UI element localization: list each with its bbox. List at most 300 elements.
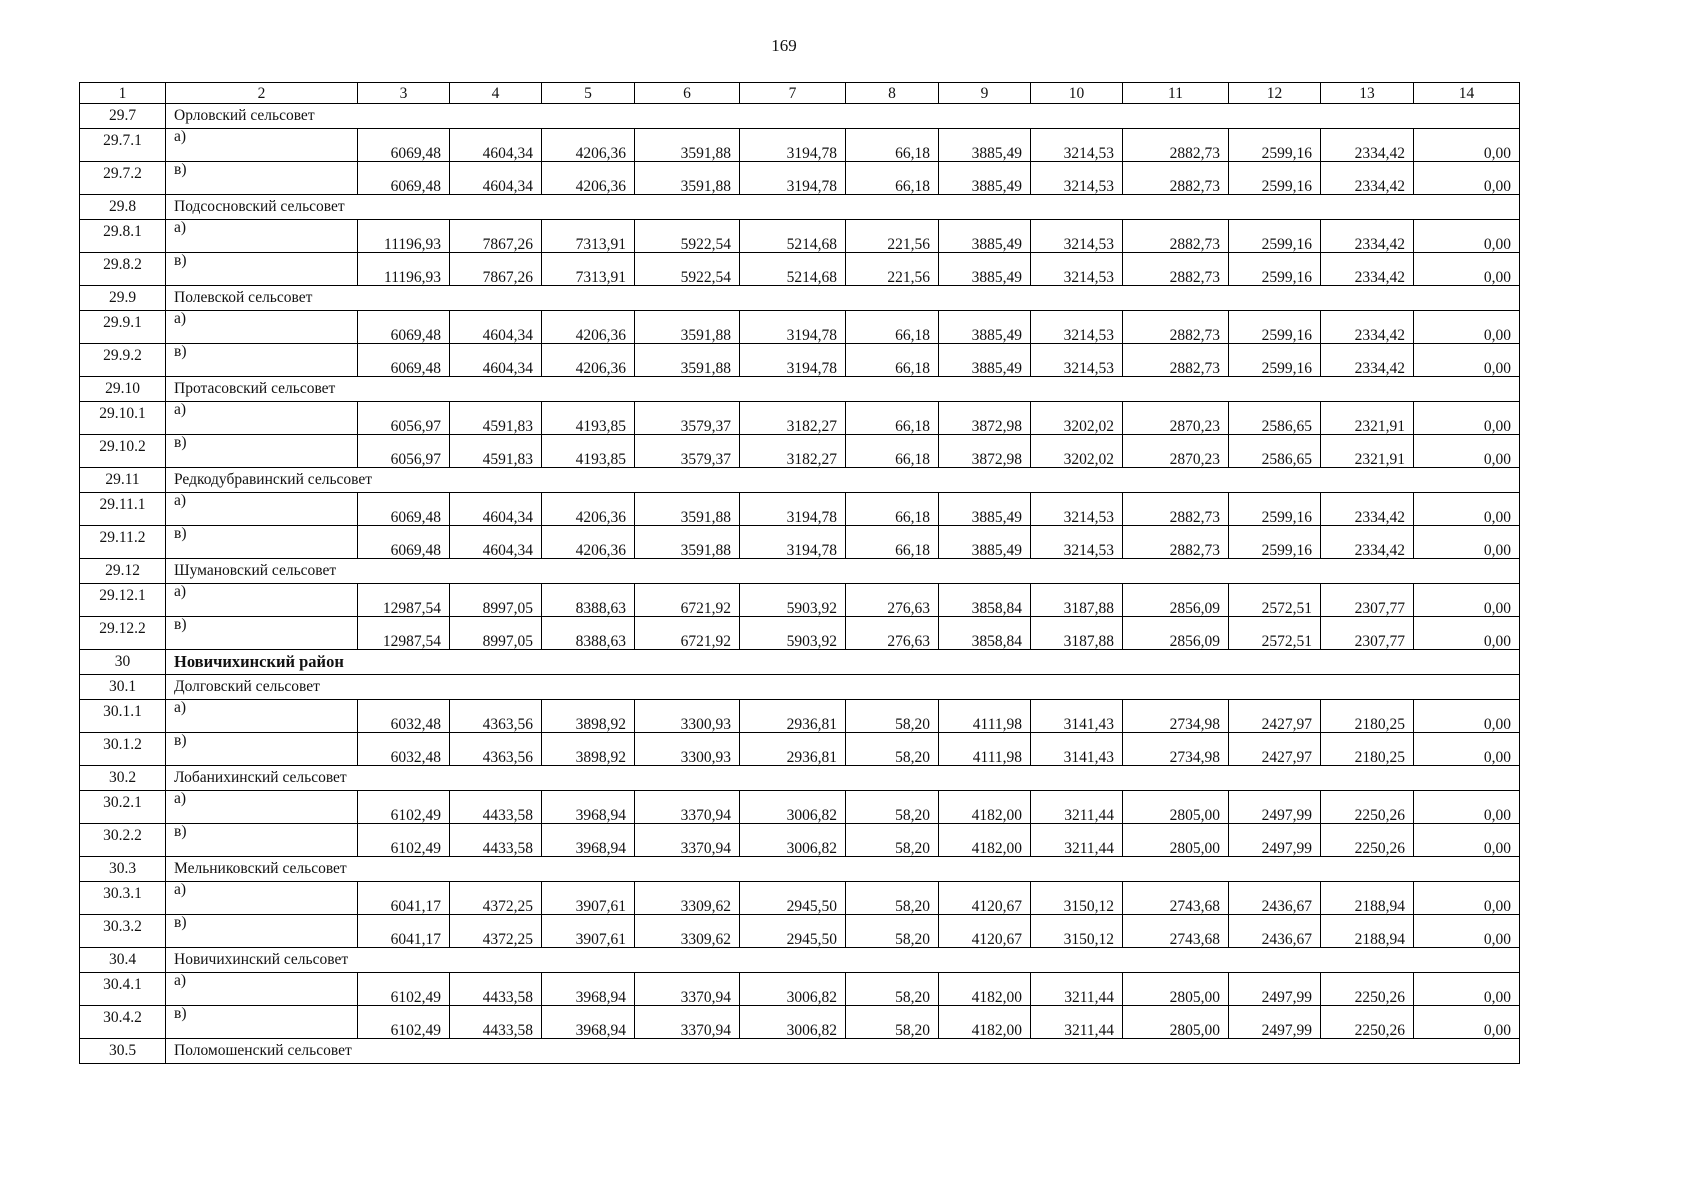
value-cell: 2497,99	[1229, 791, 1321, 824]
column-number: 3	[358, 83, 450, 104]
value-cell: 3968,94	[542, 1006, 635, 1039]
value-cell: 4111,98	[939, 700, 1031, 733]
value-cell: 2856,09	[1123, 584, 1229, 617]
value-cell: 0,00	[1414, 493, 1520, 526]
value-cell: 2882,73	[1123, 253, 1229, 286]
value-cell: 4604,34	[450, 344, 542, 377]
row-code: 29.9.1	[80, 311, 166, 344]
row-code: 29.7	[80, 104, 166, 129]
value-cell: 3006,82	[740, 1006, 846, 1039]
value-cell: 2882,73	[1123, 129, 1229, 162]
value-cell: 3885,49	[939, 344, 1031, 377]
value-cell: 5903,92	[740, 584, 846, 617]
value-cell: 0,00	[1414, 617, 1520, 650]
value-cell: 3202,02	[1031, 402, 1123, 435]
value-cell: 6069,48	[358, 129, 450, 162]
row-label: в)	[166, 733, 358, 766]
value-cell: 4206,36	[542, 129, 635, 162]
value-cell: 3182,27	[740, 435, 846, 468]
table-row	[80, 973, 1520, 1006]
value-cell: 2805,00	[1123, 973, 1229, 1006]
council-row	[80, 857, 1520, 882]
value-cell: 2334,42	[1321, 526, 1414, 559]
district-name: Новичихинский район	[166, 650, 1520, 675]
value-cell: 276,63	[846, 584, 939, 617]
table-row	[80, 1006, 1520, 1039]
table-row	[80, 882, 1520, 915]
value-cell: 8997,05	[450, 584, 542, 617]
value-cell: 3591,88	[635, 344, 740, 377]
column-number: 12	[1229, 83, 1321, 104]
value-cell: 2188,94	[1321, 882, 1414, 915]
value-cell: 12987,54	[358, 617, 450, 650]
value-cell: 3211,44	[1031, 973, 1123, 1006]
value-cell: 3300,93	[635, 733, 740, 766]
value-cell: 4206,36	[542, 493, 635, 526]
row-code: 30.3	[80, 857, 166, 882]
value-cell: 4120,67	[939, 882, 1031, 915]
value-cell: 3214,53	[1031, 253, 1123, 286]
council-name: Долговский сельсовет	[166, 675, 1520, 700]
table-row	[80, 824, 1520, 857]
value-cell: 66,18	[846, 311, 939, 344]
value-cell: 3150,12	[1031, 882, 1123, 915]
value-cell: 2334,42	[1321, 344, 1414, 377]
value-cell: 3858,84	[939, 584, 1031, 617]
value-cell: 6056,97	[358, 435, 450, 468]
column-number: 2	[166, 83, 358, 104]
row-label: а)	[166, 402, 358, 435]
row-code: 29.10	[80, 377, 166, 402]
row-label: а)	[166, 220, 358, 253]
table-row	[80, 344, 1520, 377]
row-code: 29.12.2	[80, 617, 166, 650]
value-cell: 5903,92	[740, 617, 846, 650]
value-cell: 6069,48	[358, 493, 450, 526]
row-label: а)	[166, 882, 358, 915]
value-cell: 3885,49	[939, 129, 1031, 162]
value-cell: 2882,73	[1123, 493, 1229, 526]
value-cell: 11196,93	[358, 220, 450, 253]
value-cell: 2586,65	[1229, 402, 1321, 435]
value-cell: 2882,73	[1123, 344, 1229, 377]
column-number: 6	[635, 83, 740, 104]
row-label: в)	[166, 915, 358, 948]
value-cell: 4182,00	[939, 1006, 1031, 1039]
row-code: 29.11	[80, 468, 166, 493]
value-cell: 0,00	[1414, 311, 1520, 344]
table-row	[80, 162, 1520, 195]
value-cell: 3194,78	[740, 526, 846, 559]
row-code: 30.4.1	[80, 973, 166, 1006]
value-cell: 11196,93	[358, 253, 450, 286]
council-row	[80, 559, 1520, 584]
district-row	[80, 650, 1520, 675]
table-row	[80, 220, 1520, 253]
row-code: 30.4.2	[80, 1006, 166, 1039]
value-cell: 4182,00	[939, 973, 1031, 1006]
value-cell: 0,00	[1414, 220, 1520, 253]
row-code: 30.1.2	[80, 733, 166, 766]
value-cell: 3300,93	[635, 700, 740, 733]
value-cell: 4604,34	[450, 493, 542, 526]
value-cell: 3214,53	[1031, 311, 1123, 344]
council-row	[80, 377, 1520, 402]
council-name: Протасовский сельсовет	[166, 377, 1520, 402]
value-cell: 2334,42	[1321, 220, 1414, 253]
value-cell: 2936,81	[740, 700, 846, 733]
table-row	[80, 311, 1520, 344]
value-cell: 7313,91	[542, 253, 635, 286]
value-cell: 7867,26	[450, 220, 542, 253]
value-cell: 3194,78	[740, 129, 846, 162]
value-cell: 3214,53	[1031, 162, 1123, 195]
value-cell: 3370,94	[635, 1006, 740, 1039]
value-cell: 2805,00	[1123, 791, 1229, 824]
row-label: а)	[166, 973, 358, 1006]
value-cell: 2599,16	[1229, 253, 1321, 286]
value-cell: 66,18	[846, 162, 939, 195]
value-cell: 3591,88	[635, 493, 740, 526]
row-code: 29.8.2	[80, 253, 166, 286]
value-cell: 8997,05	[450, 617, 542, 650]
value-cell: 6721,92	[635, 617, 740, 650]
row-code: 29.11.1	[80, 493, 166, 526]
value-cell: 2599,16	[1229, 129, 1321, 162]
value-cell: 58,20	[846, 1006, 939, 1039]
value-cell: 3150,12	[1031, 915, 1123, 948]
value-cell: 66,18	[846, 435, 939, 468]
value-cell: 6056,97	[358, 402, 450, 435]
value-cell: 0,00	[1414, 700, 1520, 733]
row-code: 30.5	[80, 1039, 166, 1064]
value-cell: 4604,34	[450, 162, 542, 195]
value-cell: 2599,16	[1229, 493, 1321, 526]
value-cell: 3214,53	[1031, 129, 1123, 162]
value-cell: 7867,26	[450, 253, 542, 286]
column-number: 8	[846, 83, 939, 104]
column-number: 10	[1031, 83, 1123, 104]
value-cell: 2321,91	[1321, 435, 1414, 468]
value-cell: 3907,61	[542, 915, 635, 948]
council-row	[80, 286, 1520, 311]
value-cell: 6032,48	[358, 700, 450, 733]
value-cell: 58,20	[846, 882, 939, 915]
value-cell: 2734,98	[1123, 700, 1229, 733]
value-cell: 3202,02	[1031, 435, 1123, 468]
value-cell: 2188,94	[1321, 915, 1414, 948]
table-row	[80, 733, 1520, 766]
column-number: 9	[939, 83, 1031, 104]
value-cell: 0,00	[1414, 915, 1520, 948]
value-cell: 2334,42	[1321, 162, 1414, 195]
value-cell: 66,18	[846, 402, 939, 435]
value-cell: 2334,42	[1321, 311, 1414, 344]
row-label: а)	[166, 311, 358, 344]
row-code: 30.3.2	[80, 915, 166, 948]
table-row	[80, 253, 1520, 286]
column-number: 14	[1414, 83, 1520, 104]
value-cell: 4591,83	[450, 402, 542, 435]
row-code: 30.1	[80, 675, 166, 700]
table-row	[80, 526, 1520, 559]
value-cell: 3211,44	[1031, 824, 1123, 857]
value-cell: 4363,56	[450, 700, 542, 733]
value-cell: 2870,23	[1123, 402, 1229, 435]
council-row	[80, 675, 1520, 700]
value-cell: 3898,92	[542, 700, 635, 733]
value-cell: 6102,49	[358, 824, 450, 857]
value-cell: 3214,53	[1031, 220, 1123, 253]
column-number: 7	[740, 83, 846, 104]
row-code: 29.7.1	[80, 129, 166, 162]
table-row	[80, 584, 1520, 617]
value-cell: 2805,00	[1123, 1006, 1229, 1039]
value-cell: 2599,16	[1229, 526, 1321, 559]
value-cell: 2250,26	[1321, 791, 1414, 824]
value-cell: 12987,54	[358, 584, 450, 617]
council-name: Новичихинский сельсовет	[166, 948, 1520, 973]
council-name: Редкодубравинский сельсовет	[166, 468, 1520, 493]
value-cell: 2734,98	[1123, 733, 1229, 766]
value-cell: 2599,16	[1229, 162, 1321, 195]
value-cell: 58,20	[846, 791, 939, 824]
value-cell: 0,00	[1414, 791, 1520, 824]
council-row	[80, 1039, 1520, 1064]
value-cell: 3187,88	[1031, 584, 1123, 617]
value-cell: 2743,68	[1123, 915, 1229, 948]
row-label: а)	[166, 493, 358, 526]
row-label: в)	[166, 1006, 358, 1039]
value-cell: 2321,91	[1321, 402, 1414, 435]
value-cell: 2427,97	[1229, 700, 1321, 733]
value-cell: 2936,81	[740, 733, 846, 766]
row-code: 30.4	[80, 948, 166, 973]
value-cell: 3885,49	[939, 220, 1031, 253]
value-cell: 4433,58	[450, 791, 542, 824]
value-cell: 3214,53	[1031, 526, 1123, 559]
value-cell: 2436,67	[1229, 915, 1321, 948]
value-cell: 3872,98	[939, 402, 1031, 435]
value-cell: 2882,73	[1123, 162, 1229, 195]
value-cell: 0,00	[1414, 402, 1520, 435]
value-cell: 3898,92	[542, 733, 635, 766]
row-label: а)	[166, 700, 358, 733]
table-row	[80, 402, 1520, 435]
value-cell: 4433,58	[450, 1006, 542, 1039]
value-cell: 3370,94	[635, 824, 740, 857]
value-cell: 4206,36	[542, 311, 635, 344]
value-cell: 6069,48	[358, 344, 450, 377]
value-cell: 3907,61	[542, 882, 635, 915]
table-row	[80, 435, 1520, 468]
value-cell: 0,00	[1414, 584, 1520, 617]
value-cell: 2572,51	[1229, 584, 1321, 617]
column-number: 4	[450, 83, 542, 104]
value-cell: 66,18	[846, 344, 939, 377]
council-row	[80, 766, 1520, 791]
table-row	[80, 915, 1520, 948]
value-cell: 4111,98	[939, 733, 1031, 766]
value-cell: 2334,42	[1321, 253, 1414, 286]
value-cell: 2334,42	[1321, 129, 1414, 162]
value-cell: 5922,54	[635, 253, 740, 286]
value-cell: 2250,26	[1321, 973, 1414, 1006]
value-cell: 6041,17	[358, 882, 450, 915]
value-cell: 3006,82	[740, 791, 846, 824]
value-cell: 4372,25	[450, 882, 542, 915]
council-name: Поломошенский сельсовет	[166, 1039, 1520, 1064]
row-code: 29.12.1	[80, 584, 166, 617]
value-cell: 58,20	[846, 824, 939, 857]
value-cell: 3885,49	[939, 526, 1031, 559]
column-number-row	[80, 83, 1520, 104]
row-code: 30.1.1	[80, 700, 166, 733]
value-cell: 3591,88	[635, 129, 740, 162]
council-row	[80, 948, 1520, 973]
row-label: в)	[166, 824, 358, 857]
value-cell: 6069,48	[358, 311, 450, 344]
value-cell: 4604,34	[450, 311, 542, 344]
value-cell: 3194,78	[740, 311, 846, 344]
value-cell: 4372,25	[450, 915, 542, 948]
value-cell: 3214,53	[1031, 344, 1123, 377]
value-cell: 3591,88	[635, 526, 740, 559]
value-cell: 3885,49	[939, 311, 1031, 344]
value-cell: 66,18	[846, 129, 939, 162]
value-cell: 3968,94	[542, 973, 635, 1006]
row-code: 29.9	[80, 286, 166, 311]
value-cell: 2250,26	[1321, 1006, 1414, 1039]
value-cell: 3885,49	[939, 162, 1031, 195]
value-cell: 3579,37	[635, 435, 740, 468]
table-row	[80, 493, 1520, 526]
row-code: 29.10.1	[80, 402, 166, 435]
council-name: Лобанихинский сельсовет	[166, 766, 1520, 791]
value-cell: 276,63	[846, 617, 939, 650]
row-code: 30	[80, 650, 166, 675]
value-cell: 3182,27	[740, 402, 846, 435]
row-code: 29.8.1	[80, 220, 166, 253]
value-cell: 4206,36	[542, 344, 635, 377]
value-cell: 2599,16	[1229, 311, 1321, 344]
value-cell: 3194,78	[740, 344, 846, 377]
row-label: в)	[166, 344, 358, 377]
value-cell: 2180,25	[1321, 733, 1414, 766]
value-cell: 3309,62	[635, 915, 740, 948]
tariff-table	[79, 82, 1520, 1064]
council-name: Полевской сельсовет	[166, 286, 1520, 311]
value-cell: 2180,25	[1321, 700, 1414, 733]
value-cell: 221,56	[846, 220, 939, 253]
value-cell: 6041,17	[358, 915, 450, 948]
row-label: а)	[166, 129, 358, 162]
value-cell: 2599,16	[1229, 344, 1321, 377]
row-code: 29.12	[80, 559, 166, 584]
column-number: 13	[1321, 83, 1414, 104]
table-row	[80, 617, 1520, 650]
value-cell: 4604,34	[450, 526, 542, 559]
column-number: 1	[80, 83, 166, 104]
row-label: в)	[166, 617, 358, 650]
value-cell: 3370,94	[635, 791, 740, 824]
council-name: Шумановский сельсовет	[166, 559, 1520, 584]
value-cell: 5214,68	[740, 220, 846, 253]
value-cell: 2882,73	[1123, 526, 1229, 559]
value-cell: 3968,94	[542, 791, 635, 824]
value-cell: 2586,65	[1229, 435, 1321, 468]
row-code: 30.2	[80, 766, 166, 791]
value-cell: 58,20	[846, 973, 939, 1006]
value-cell: 6721,92	[635, 584, 740, 617]
council-row	[80, 468, 1520, 493]
row-label: в)	[166, 162, 358, 195]
value-cell: 2870,23	[1123, 435, 1229, 468]
council-name: Орловский сельсовет	[166, 104, 1520, 129]
value-cell: 3194,78	[740, 493, 846, 526]
value-cell: 2882,73	[1123, 311, 1229, 344]
value-cell: 3370,94	[635, 973, 740, 1006]
value-cell: 0,00	[1414, 526, 1520, 559]
value-cell: 3214,53	[1031, 493, 1123, 526]
value-cell: 2307,77	[1321, 584, 1414, 617]
council-name: Подсосновский сельсовет	[166, 195, 1520, 220]
value-cell: 6069,48	[358, 162, 450, 195]
row-code: 29.9.2	[80, 344, 166, 377]
value-cell: 3141,43	[1031, 733, 1123, 766]
value-cell: 2497,99	[1229, 1006, 1321, 1039]
row-code: 29.11.2	[80, 526, 166, 559]
value-cell: 8388,63	[542, 584, 635, 617]
value-cell: 3187,88	[1031, 617, 1123, 650]
value-cell: 0,00	[1414, 733, 1520, 766]
value-cell: 2250,26	[1321, 824, 1414, 857]
value-cell: 3579,37	[635, 402, 740, 435]
value-cell: 2882,73	[1123, 220, 1229, 253]
value-cell: 3591,88	[635, 162, 740, 195]
value-cell: 4433,58	[450, 973, 542, 1006]
value-cell: 4193,85	[542, 402, 635, 435]
value-cell: 2945,50	[740, 882, 846, 915]
row-label: а)	[166, 791, 358, 824]
value-cell: 3006,82	[740, 973, 846, 1006]
value-cell: 66,18	[846, 526, 939, 559]
row-label: а)	[166, 584, 358, 617]
row-label: в)	[166, 253, 358, 286]
value-cell: 2497,99	[1229, 973, 1321, 1006]
value-cell: 2572,51	[1229, 617, 1321, 650]
table-row	[80, 700, 1520, 733]
value-cell: 3858,84	[939, 617, 1031, 650]
value-cell: 5922,54	[635, 220, 740, 253]
row-code: 29.7.2	[80, 162, 166, 195]
column-number: 11	[1123, 83, 1229, 104]
value-cell: 58,20	[846, 700, 939, 733]
value-cell: 2743,68	[1123, 882, 1229, 915]
table-row	[80, 791, 1520, 824]
value-cell: 2805,00	[1123, 824, 1229, 857]
row-label: в)	[166, 526, 358, 559]
value-cell: 3591,88	[635, 311, 740, 344]
value-cell: 4193,85	[542, 435, 635, 468]
value-cell: 4182,00	[939, 824, 1031, 857]
value-cell: 66,18	[846, 493, 939, 526]
council-row	[80, 195, 1520, 220]
value-cell: 58,20	[846, 915, 939, 948]
table-row	[80, 129, 1520, 162]
value-cell: 0,00	[1414, 344, 1520, 377]
council-row	[80, 104, 1520, 129]
